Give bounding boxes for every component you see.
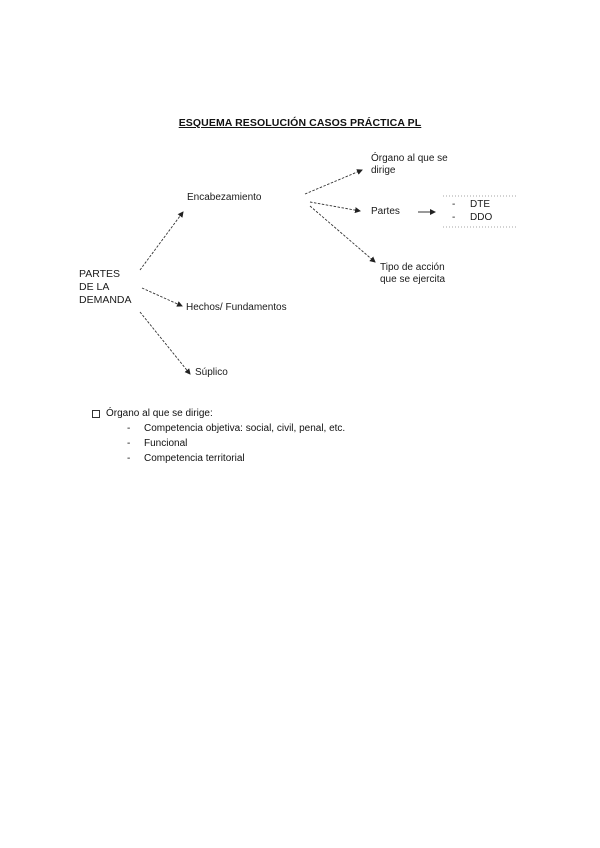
- root-line-1: PARTES: [79, 268, 121, 280]
- arrow-to-organo: [305, 170, 362, 194]
- page-title: ESQUEMA RESOLUCIÓN CASOS PRÁCTICA PL: [178, 117, 422, 129]
- checklist-items: [92, 421, 345, 466]
- arrow-to-accion: [310, 206, 375, 262]
- accion-line-1: Tipo de acción: [380, 262, 445, 273]
- organo-checklist: [92, 406, 345, 466]
- arrow-to-partes: [310, 202, 360, 211]
- organo-line-1: Órgano al que se: [371, 153, 448, 164]
- bullet-dash: -: [127, 423, 131, 434]
- node-accion: [380, 262, 445, 286]
- dash: -: [452, 199, 456, 210]
- node-suplico: Súplico: [195, 367, 228, 378]
- parties-item-label: DDO: [470, 212, 493, 223]
- accion-line-2: que se ejercita: [380, 274, 446, 285]
- dash: -: [452, 212, 456, 223]
- list-item-text: Competencia objetiva: social, civil, penal, etc.: [144, 423, 346, 434]
- list-item-text: Funcional: [144, 438, 188, 449]
- root-line-2: DE LA: [79, 281, 110, 293]
- parties-item-label: DTE: [470, 199, 490, 210]
- list-item: [127, 451, 345, 466]
- arrow-to-hechos: [142, 288, 182, 306]
- checklist-heading-row: [92, 406, 345, 421]
- root-node: [79, 268, 132, 307]
- bullet-dash: -: [127, 453, 131, 464]
- parties-item-ddo: [452, 211, 492, 224]
- node-partes: Partes: [371, 206, 400, 217]
- node-encabezamiento: Encabezamiento: [187, 192, 262, 203]
- arrow-to-encabezamiento: [140, 212, 183, 270]
- arrow-to-suplico: [140, 312, 190, 374]
- diagram-arrows: [0, 0, 600, 400]
- node-hechos: Hechos/ Fundamentos: [186, 302, 287, 313]
- parties-item-dte: [452, 198, 490, 211]
- checklist-heading: Órgano al que se dirige:: [106, 408, 213, 419]
- list-item: [127, 421, 345, 436]
- list-item-text: Competencia territorial: [144, 453, 245, 464]
- organo-line-2: dirige: [371, 165, 396, 176]
- root-line-3: DEMANDA: [79, 294, 132, 306]
- demand-parts-diagram: [0, 0, 600, 400]
- bullet-dash: -: [127, 438, 131, 449]
- list-item: [127, 436, 345, 451]
- node-organo: [371, 153, 448, 177]
- checkbox-icon: [92, 410, 100, 418]
